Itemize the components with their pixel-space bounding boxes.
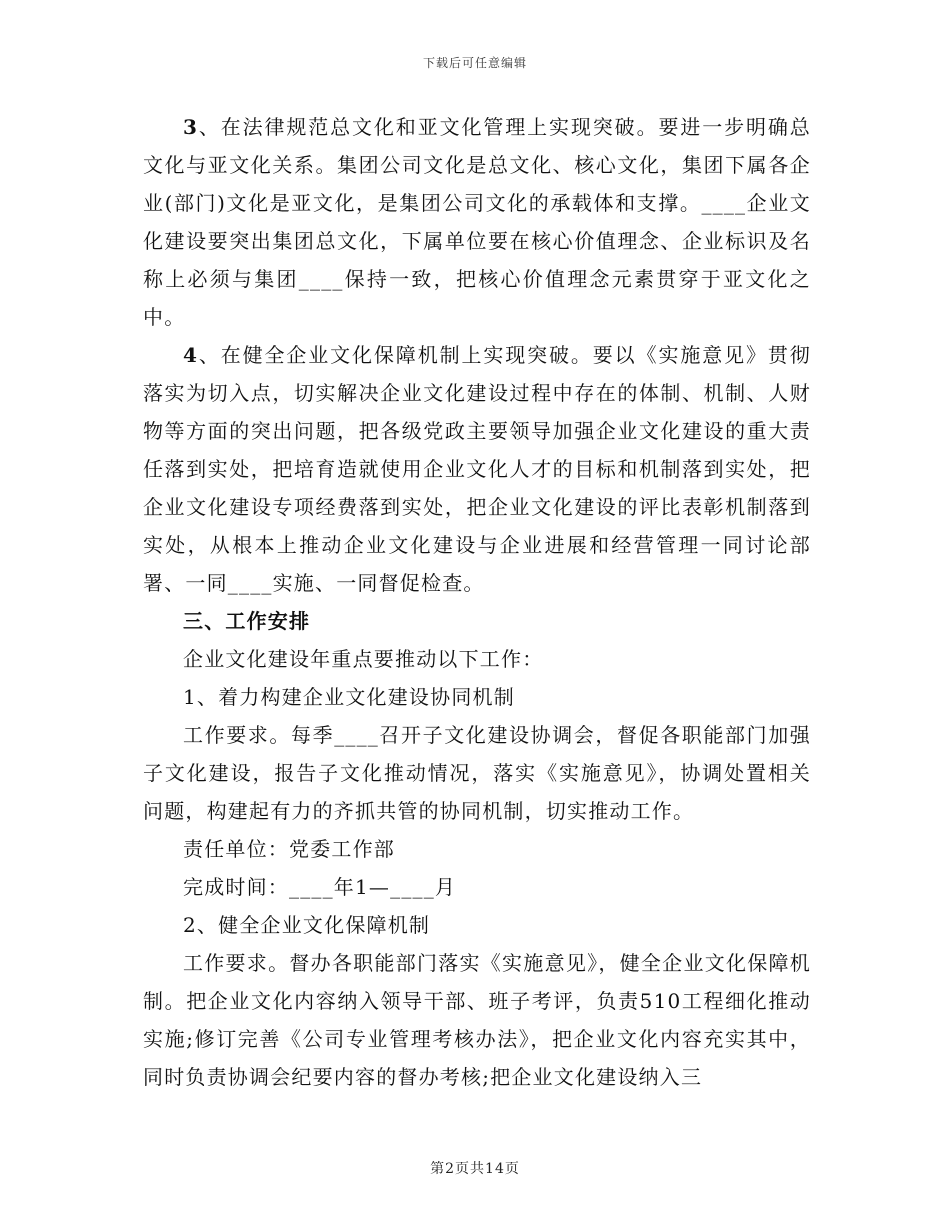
item-2-requirement: 工作要求。督办各职能部门落实《实施意见》，健全企业文化保障机制。把企业文化内容纳入领导干部、班子考评，负责510工程细化推动实施;修订完善《公司专业管理考核办法》，把企业文化内容充实其中，同时负责协调会纪要内容的督办考核;把企业文化建设纳入三 [143,951,811,1089]
document-body [143,108,811,1096]
paragraph-3 [143,108,811,336]
paragraph-4 [143,336,811,602]
item-1-requirement: 工作要求。每季____召开子文化建设协调会，督促各职能部门加强子文化建设，报告子文化推动情况，落实《实施意见》，协调处置相关问题，构建起有力的齐抓共管的协同机制，切实推动工作。 [143,723,811,823]
item-1-responsible: 责任单位：党委工作部 [183,837,395,861]
page-footer: 第2页共14页 [430,1161,520,1177]
paragraph-4-number: 4 [183,343,199,367]
paragraph-3-text: 、在法律规范总文化和亚文化管理上实现突破。要进一步明确总文化与亚文化关系。集团公司文化是总文化、核心文化，集团下属各企业(部门)文化是亚文化，是集团公司文化的承载体和支撑。____企业文化建设要突出集团总文化，下属单位要在核心价值理念、企业标识及名称上必须与集团____保持一致，把核心价值理念元素贯穿于亚文化之中。 [143,115,811,329]
paragraph-4-text: 、在健全企业文化保障机制上实现突破。要以《实施意见》贯彻落实为切入点，切实解决企业文化建设过程中存在的体制、机制、人财物等方面的突出问题，把各级党政主要领导加强企业文化建设的重大责任落到实处，把培育造就使用企业文化人才的目标和机制落到实处，把企业文化建设专项经费落到实处，把企业文化建设的评比表彰机制落到实处，从根本上推动企业文化建设与企业进展和经营管理一同讨论部署、一同____实施、一同督促检查。 [143,343,811,595]
item-1-deadline: 完成时间：____年1—____月 [183,875,457,899]
page-header: 下载后可任意编辑 [422,56,527,70]
section-intro: 企业文化建设年重点要推动以下工作： [183,647,544,671]
paragraph-3-number: 3 [183,115,199,139]
item-1-title: 1、着力构建企业文化建设协同机制 [183,685,515,709]
item-2-title: 2、健全企业文化保障机制 [183,913,431,937]
section-heading: 三、工作安排 [183,609,311,633]
